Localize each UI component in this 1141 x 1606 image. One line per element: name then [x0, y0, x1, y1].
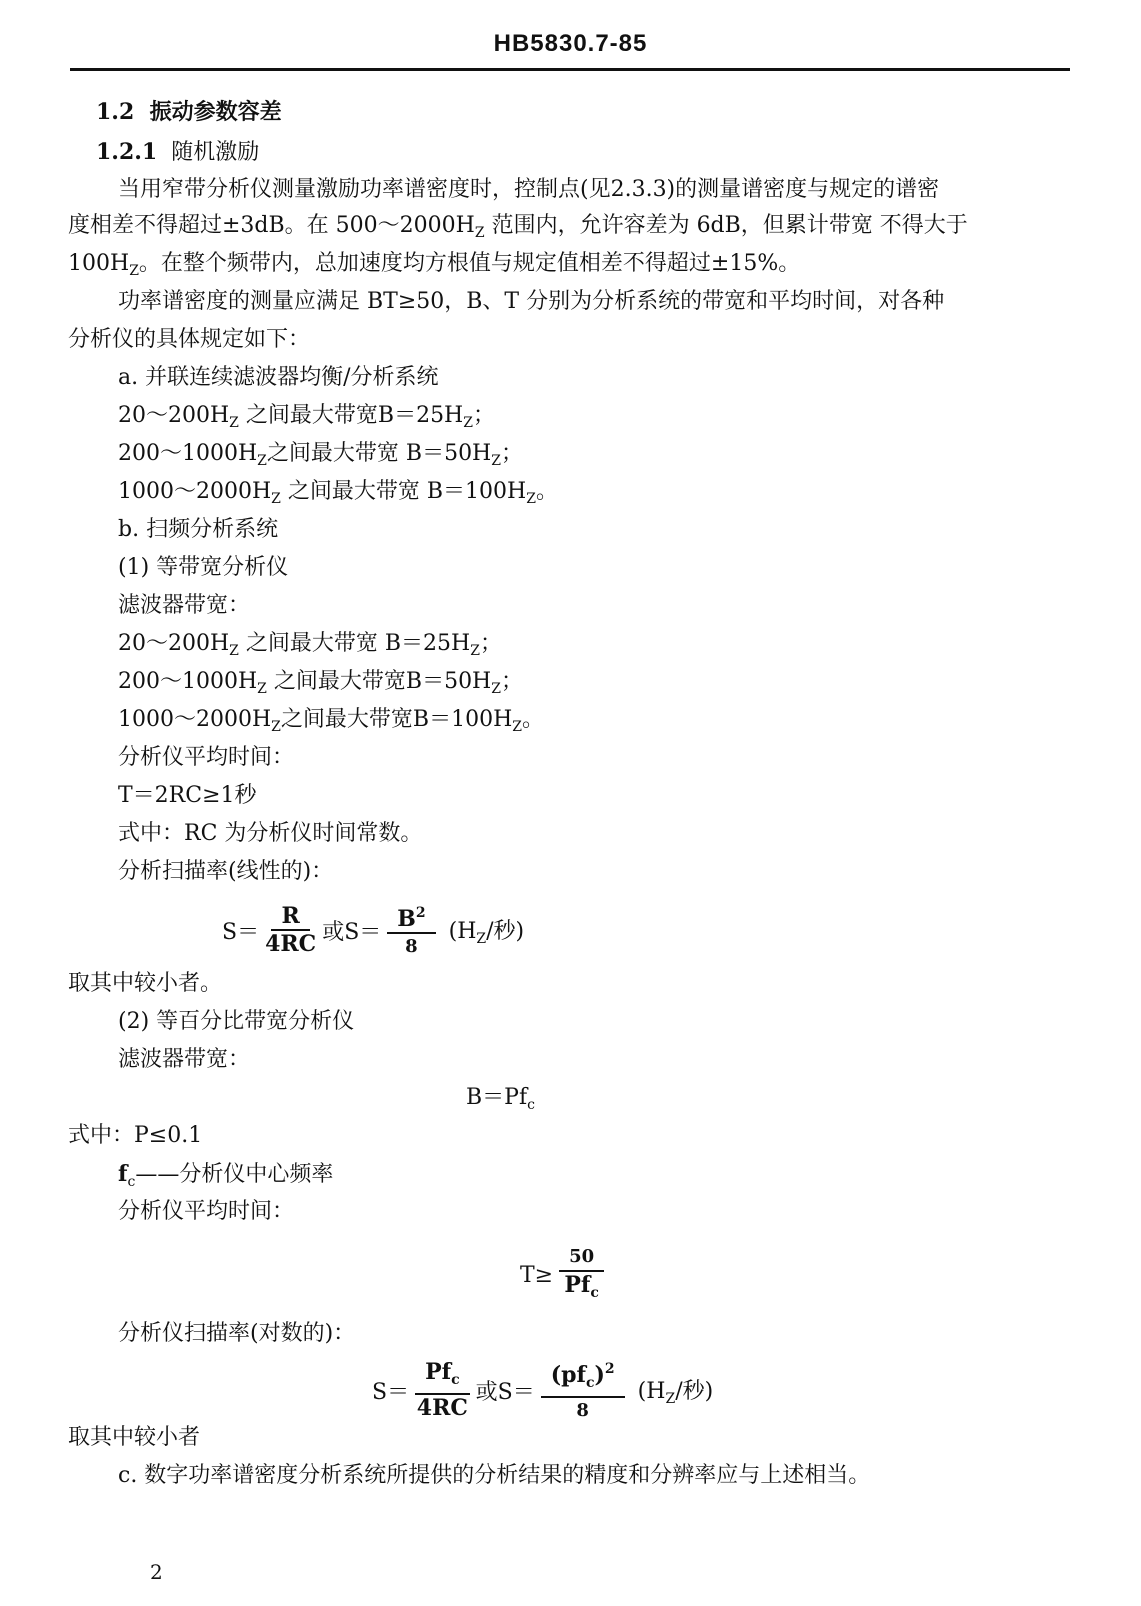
subsection-heading: 1.2.1 随机激励 — [96, 139, 260, 165]
take-smaller-2: 取其中较小者 — [68, 1425, 201, 1450]
fc-definition: $f_c——$分析仪中心频率 — [118, 1161, 334, 1190]
item-b-sub1: (1) 等带宽分析仪 — [118, 555, 289, 580]
item-a-row3: $1000\sim 2000H_Z$ 之间最大带宽 $B=100H_Z$。 — [118, 479, 558, 507]
para1-line2: 度相差不得超过±3dB。在 $500\sim 2000H_Z$ 范围内，允许容差为 6dB，但累计带宽 不得大于 — [68, 213, 968, 241]
b-equals-pfc: $B=Pf_c$ — [466, 1085, 535, 1113]
para1-line1: 当用窄带分析仪测量激励功率谱密度时，控制点(见2.3.3)的测量谱密度与规定的谱密 — [118, 177, 940, 202]
item-b-row3: $1000\sim 2000H_Z$之间最大带宽$B=100H_Z$。 — [118, 707, 545, 735]
item-b-row2: $200\sim 1000H_Z$ 之间最大带宽$B=50H_Z$； — [118, 669, 523, 697]
header-rule — [70, 68, 1070, 71]
page-number: 2 — [150, 1560, 163, 1584]
item-b-row1: $20\sim 200H_Z$ 之间最大带宽 $B=25H_Z$； — [118, 631, 502, 659]
item-c-text: c. 数字功率谱密度分析系统所提供的分析结果的精度和分辨率应与上述相当。 — [118, 1463, 871, 1488]
scan-rate-linear-label: 分析扫描率(线性的)： — [118, 859, 334, 884]
para2-line2: 分析仪的具体规定如下： — [68, 327, 311, 352]
item-b-title: b. 扫频分析系统 — [118, 517, 279, 542]
t-inequality: T≥ $\frac{50}{Pf_c}$ — [520, 1244, 610, 1306]
where-p: 式中：P≤0.1 — [68, 1123, 203, 1148]
scan-rate-linear-equation: S＝ $\frac{R}{4RC}$ 或S＝ $\frac{B^2}{8}$ ($H_Z/$秒) — [222, 900, 524, 960]
section-heading: 1.2 振动参数容差 — [96, 99, 282, 125]
item-a-row1: $20\sim 200H_Z$ 之间最大带宽$B=25H_Z$； — [118, 403, 495, 431]
item-b-sub2: (2) 等百分比带宽分析仪 — [118, 1009, 355, 1034]
t-formula: T＝2RC≥1秒 — [118, 783, 257, 808]
filter-bandwidth-label: 滤波器带宽： — [118, 593, 251, 618]
average-time-label: 分析仪平均时间： — [118, 745, 295, 770]
average-time-label-2: 分析仪平均时间： — [118, 1199, 295, 1224]
document-code: HB5830.7-85 — [493, 30, 648, 57]
para1-line3: $100H_Z$。在整个频带内，总加速度均方根值与规定值相差不得超过±15%。 — [68, 251, 801, 279]
scan-rate-log-equation: S＝ $\frac{Pf_c}{4RC}$ 或S＝ $\frac{(pf_c)^2}{8}$ ($H_Z/$秒) — [372, 1356, 713, 1424]
filter-bandwidth-label-2: 滤波器带宽： — [118, 1047, 251, 1072]
item-a-row2: $200\sim 1000H_Z$之间最大带宽 $B=50H_Z$； — [118, 441, 523, 469]
item-a-title: a. 并联连续滤波器均衡/分析系统 — [118, 365, 439, 390]
where-rc: 式中：RC 为分析仪时间常数。 — [118, 821, 423, 846]
scan-rate-log-label: 分析仪扫描率(对数的)： — [118, 1321, 356, 1346]
para2-line1: 功率谱密度的测量应满足 BT≥50，B、T 分别为分析系统的带宽和平均时间，对各种 — [118, 289, 945, 314]
take-smaller-1: 取其中较小者。 — [68, 971, 223, 996]
